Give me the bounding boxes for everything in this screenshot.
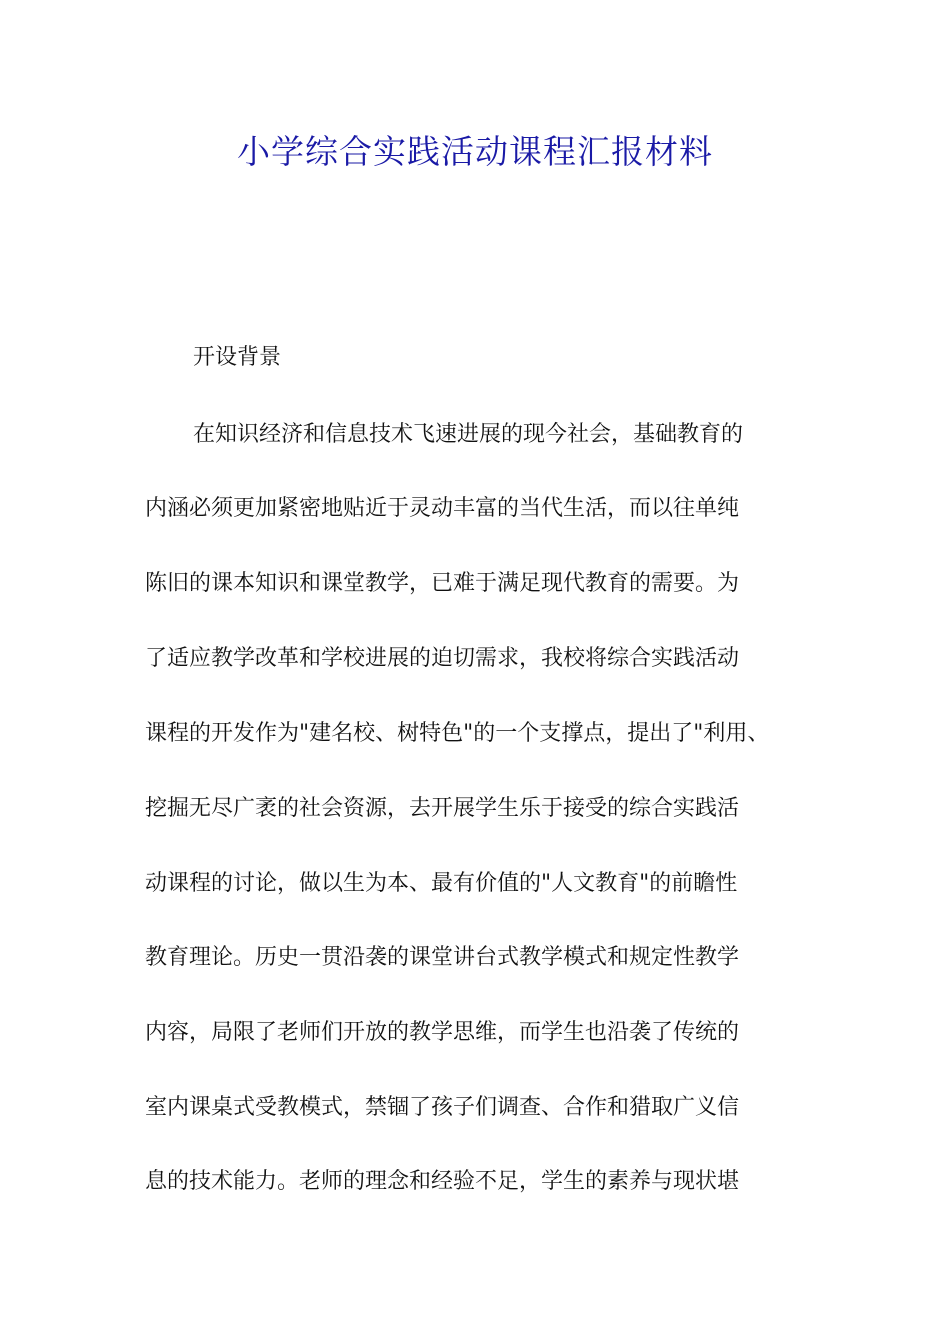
body-line-8: 教育理论。历史一贯沿袭的课堂讲台式教学模式和规定性教学 [145, 945, 740, 970]
body-line-9: 内容，局限了老师们开放的教学思维，而学生也沿袭了传统的 [145, 1020, 740, 1045]
body-line-5: 课程的开发作为"建名校、树特色"的一个支撑点，提出了"利用、 [145, 721, 770, 746]
body-line-7: 动课程的讨论，做以生为本、最有价值的"人文教育"的前瞻性 [145, 871, 738, 896]
body-line-4: 了适应教学改革和学校进展的迫切需求，我校将综合实践活动 [145, 646, 740, 671]
body-line-3: 陈旧的课本知识和课堂教学，已难于满足现代教育的需要。为 [145, 571, 740, 596]
body-line-10: 室内课桌式受教模式，禁锢了孩子们调查、合作和猎取广义信 [145, 1095, 740, 1120]
section-heading: 开设背景 [193, 345, 282, 370]
body-line-2: 内涵必须更加紧密地贴近于灵动丰富的当代生活，而以往单纯 [145, 496, 740, 521]
body-line-6: 挖掘无尽广袤的社会资源，去开展学生乐于接受的综合实践活 [145, 796, 740, 821]
body-line-1: 在知识经济和信息技术飞速进展的现今社会，基础教育的 [193, 422, 744, 447]
body-line-11: 息的技术能力。老师的理念和经验不足，学生的素养与现状堪 [145, 1169, 740, 1194]
document-title: 小学综合实践活动课程汇报材料 [237, 132, 713, 171]
